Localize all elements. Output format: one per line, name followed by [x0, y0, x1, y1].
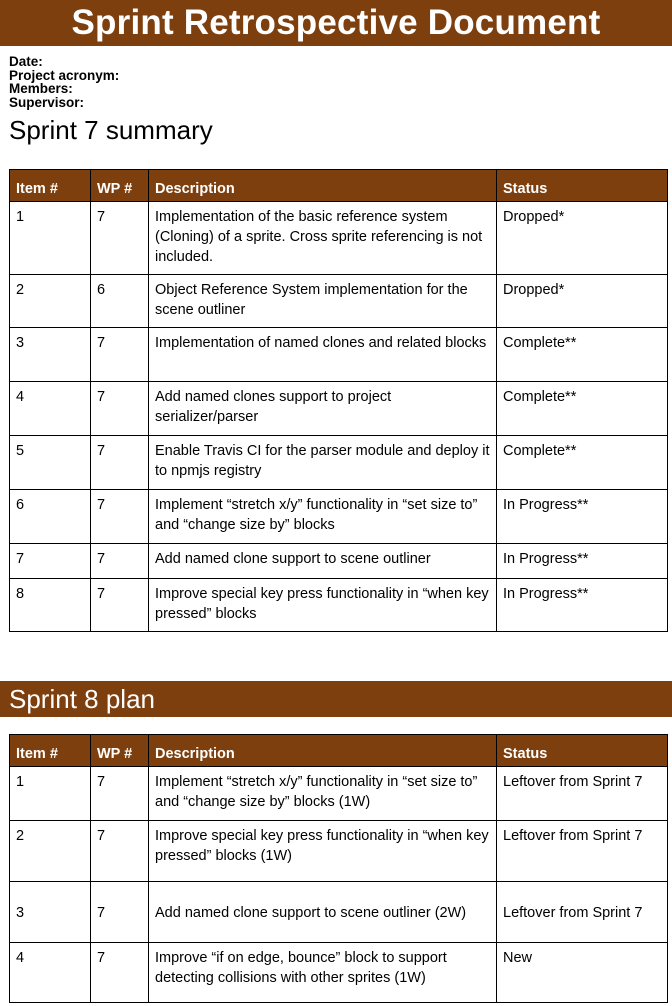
table-row [10, 436, 668, 490]
cell-status: In Progress** [497, 490, 668, 544]
cell-description: Implementation of the basic reference system (Cloning) of a sprite. Cross sprite referencing is not included. [149, 202, 497, 275]
table-row [10, 490, 668, 544]
cell-description: Implement “stretch x/y” functionality in “set size to” and “change size by” blocks (1W) [149, 767, 497, 821]
cell-wp: 7 [91, 943, 149, 1003]
sprint-plan-heading: Sprint 8 plan [9, 684, 155, 714]
cell-wp: 7 [91, 490, 149, 544]
cell-status: Complete** [497, 328, 668, 382]
cell-description: Add named clone support to scene outliner [149, 544, 497, 579]
cell-item: 3 [10, 882, 91, 943]
sprint-plan-banner [0, 681, 672, 717]
cell-wp: 7 [91, 579, 149, 632]
cell-item: 6 [10, 490, 91, 544]
cell-status: Dropped* [497, 275, 668, 328]
table-row [10, 202, 668, 275]
table-row [10, 328, 668, 382]
table-row [10, 382, 668, 436]
cell-wp: 7 [91, 544, 149, 579]
cell-status: Complete** [497, 436, 668, 490]
title-banner [0, 0, 672, 46]
supervisor-label: Supervisor: [9, 94, 85, 110]
document-meta [9, 55, 119, 109]
cell-status: Leftover from Sprint 7 [497, 767, 668, 821]
cell-description: Improve “if on edge, bounce” block to support detecting collisions with other sprites (1W) [149, 943, 497, 1003]
table-header-row [10, 735, 668, 767]
cell-description: Implement “stretch x/y” functionality in “set size to” and “change size by” blocks [149, 490, 497, 544]
cell-item: 1 [10, 202, 91, 275]
cell-item: 3 [10, 328, 91, 382]
cell-wp: 7 [91, 436, 149, 490]
cell-status: New [497, 943, 668, 1003]
column-header-description: Description [149, 170, 497, 202]
sprint-plan-table [9, 734, 668, 1003]
cell-status: In Progress** [497, 579, 668, 632]
table-row [10, 943, 668, 1003]
column-header-wp: WP # [91, 170, 149, 202]
cell-description: Implementation of named clones and related blocks [149, 328, 497, 382]
table-row [10, 821, 668, 882]
column-header-wp: WP # [91, 735, 149, 767]
cell-item: 2 [10, 275, 91, 328]
date-label: Date: [9, 54, 43, 69]
cell-item: 4 [10, 382, 91, 436]
column-header-description: Description [149, 735, 497, 767]
cell-status: Complete** [497, 382, 668, 436]
cell-description: Add named clones support to project serializer/parser [149, 382, 497, 436]
cell-wp: 7 [91, 767, 149, 821]
cell-item: 1 [10, 767, 91, 821]
cell-description: Enable Travis CI for the parser module and deploy it to npmjs registry [149, 436, 497, 490]
column-header-item: Item # [10, 735, 91, 767]
cell-status: Leftover from Sprint 7 [497, 882, 668, 943]
members-label: Members: [9, 81, 73, 96]
table-row [10, 544, 668, 579]
table-row [10, 767, 668, 821]
cell-item: 2 [10, 821, 91, 882]
column-header-status: Status [497, 735, 668, 767]
sprint-summary-heading: Sprint 7 summary [9, 115, 213, 145]
cell-status: Leftover from Sprint 7 [497, 821, 668, 882]
cell-wp: 7 [91, 882, 149, 943]
table-row [10, 882, 668, 943]
cell-wp: 7 [91, 821, 149, 882]
cell-item: 7 [10, 544, 91, 579]
column-header-item: Item # [10, 170, 91, 202]
cell-item: 8 [10, 579, 91, 632]
cell-description: Add named clone support to scene outliner (2W) [149, 882, 497, 943]
document-title: Sprint Retrospective Document [71, 3, 601, 42]
cell-description: Improve special key press functionality in “when key pressed” blocks [149, 579, 497, 632]
cell-wp: 6 [91, 275, 149, 328]
cell-wp: 7 [91, 202, 149, 275]
cell-status: In Progress** [497, 544, 668, 579]
table-row [10, 275, 668, 328]
cell-wp: 7 [91, 382, 149, 436]
table-header-row [10, 170, 668, 202]
cell-description: Object Reference System implementation for the scene outliner [149, 275, 497, 328]
cell-description: Improve special key press functionality in “when key pressed” blocks (1W) [149, 821, 497, 882]
table-row [10, 579, 668, 632]
cell-item: 4 [10, 943, 91, 1003]
cell-status: Dropped* [497, 202, 668, 275]
project-acronym-label: Project acronym: [9, 67, 120, 83]
cell-wp: 7 [91, 328, 149, 382]
cell-item: 5 [10, 436, 91, 490]
column-header-status: Status [497, 170, 668, 202]
sprint-summary-table [9, 169, 668, 632]
